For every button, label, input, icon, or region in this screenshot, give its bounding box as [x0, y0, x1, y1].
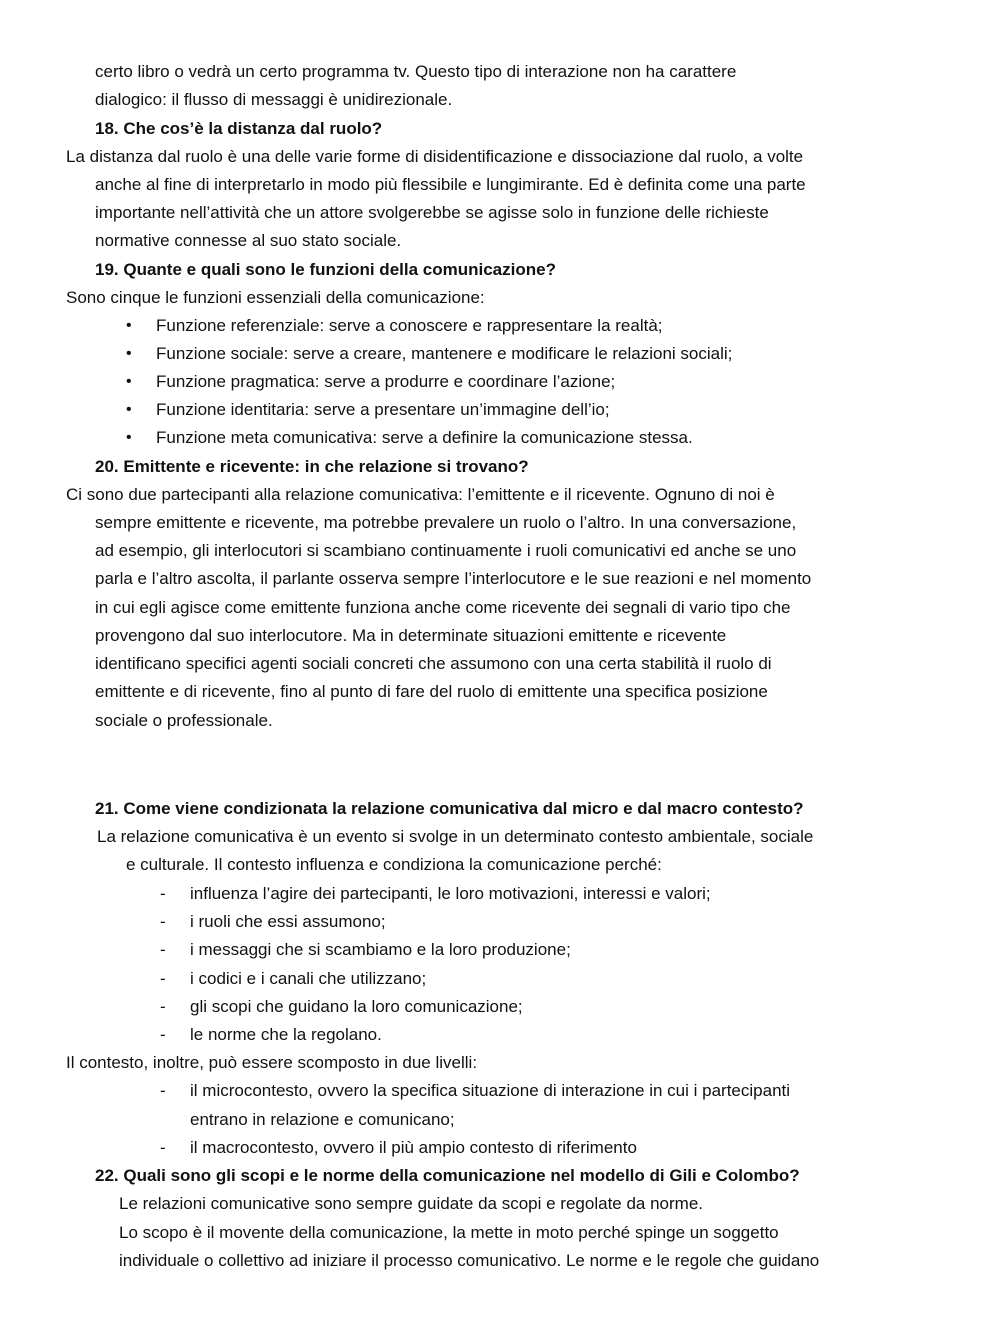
list-item: influenza l’agire dei partecipanti, le loro motivazioni, interessi e valori;	[190, 884, 711, 903]
paragraph-line: Lo scopo è il movente della comunicazione, la mette in moto perché spinge un soggetto	[119, 1223, 779, 1242]
dash-icon: -	[160, 912, 166, 931]
paragraph-line: anche al fine di interpretarlo in modo più flessibile e lungimirante. Ed è definita come una parte	[95, 175, 806, 194]
dash-icon: -	[160, 969, 166, 988]
question-heading-20: 20. Emittente e ricevente: in che relazione si trovano?	[95, 457, 529, 476]
dash-icon: -	[160, 884, 166, 903]
paragraph-line: normative connesse al suo stato sociale.	[95, 231, 402, 250]
bullet-icon: •	[126, 317, 132, 334]
list-item: le norme che la regolano.	[190, 1025, 382, 1044]
paragraph-line: Ci sono due partecipanti alla relazione comunicativa: l’emittente e il ricevente. Ognuno di noi è	[66, 485, 775, 504]
paragraph-line: individuale o collettivo ad iniziare il processo comunicativo. Le norme e le regole che guidano	[119, 1251, 820, 1270]
dash-icon: -	[160, 1025, 166, 1044]
dash-icon: -	[160, 1138, 166, 1157]
paragraph-line: sociale o professionale.	[95, 711, 273, 730]
paragraph-line: Sono cinque le funzioni essenziali della comunicazione:	[66, 288, 485, 307]
dash-icon: -	[160, 997, 166, 1016]
list-item: il macrocontesto, ovvero il più ampio contesto di riferimento	[190, 1138, 637, 1157]
bullet-icon: •	[126, 345, 132, 362]
paragraph-line: ad esempio, gli interlocutori si scambiano continuamente i ruoli comunicativi ed anche se uno	[95, 541, 797, 560]
paragraph-line: importante nell’attività che un attore svolgerebbe se agisse solo in funzione delle richieste	[95, 203, 769, 222]
paragraph-line: certo libro o vedrà un certo programma tv. Questo tipo di interazione non ha carattere	[95, 62, 737, 81]
paragraph-line: e culturale. Il contesto influenza e condiziona la comunicazione perché:	[126, 855, 662, 874]
paragraph-line: dialogico: il flusso di messaggi è unidirezionale.	[95, 90, 453, 109]
paragraph-line: Il contesto, inoltre, può essere scomposto in due livelli:	[66, 1053, 478, 1072]
paragraph-line: identificano specifici agenti sociali concreti che assumono con una certa stabilità il ruolo di	[95, 654, 772, 673]
bullet-icon: •	[126, 429, 132, 446]
list-item: Funzione identitaria: serve a presentare un’immagine dell’io;	[156, 400, 610, 419]
paragraph-line: emittente e di ricevente, fino al punto di fare del ruolo di emittente una specifica posizione	[95, 682, 768, 701]
paragraph-line: sempre emittente e ricevente, ma potrebbe prevalere un ruolo o l’altro. In una conversazione,	[95, 513, 797, 532]
list-item: i codici e i canali che utilizzano;	[190, 969, 427, 988]
bullet-icon: •	[126, 373, 132, 390]
list-item: Funzione referenziale: serve a conoscere e rappresentare la realtà;	[156, 316, 663, 335]
question-heading-21: 21. Come viene condizionata la relazione comunicativa dal micro e dal macro contesto?	[95, 799, 804, 818]
bullet-icon: •	[126, 401, 132, 418]
paragraph-line: in cui egli agisce come emittente funziona anche come ricevente dei segnali di vario tipo che	[95, 598, 791, 617]
paragraph-line: Le relazioni comunicative sono sempre guidate da scopi e regolate da norme.	[119, 1194, 704, 1213]
paragraph-line: parla e l’altro ascolta, il parlante osserva sempre l’interlocutore e le sue reazioni e nel momento	[95, 569, 812, 588]
list-item-continuation: entrano in relazione e comunicano;	[190, 1110, 455, 1129]
paragraph-line: La distanza dal ruolo è una delle varie forme di disidentificazione e dissociazione dal ruolo, a volte	[66, 147, 804, 166]
question-heading-19: 19. Quante e quali sono le funzioni della comunicazione?	[95, 260, 556, 279]
list-item: i messaggi che si scambiamo e la loro produzione;	[190, 940, 571, 959]
paragraph-line: La relazione comunicativa è un evento si svolge in un determinato contesto ambientale, sociale	[97, 827, 814, 846]
list-item: Funzione meta comunicativa: serve a definire la comunicazione stessa.	[156, 428, 693, 447]
question-heading-22: 22. Quali sono gli scopi e le norme della comunicazione nel modello di Gili e Colombo?	[95, 1166, 800, 1185]
list-item: il microcontesto, ovvero la specifica situazione di interazione in cui i partecipanti	[190, 1081, 791, 1100]
dash-icon: -	[160, 940, 166, 959]
question-heading-18: 18. Che cos’è la distanza dal ruolo?	[95, 119, 383, 138]
list-item: gli scopi che guidano la loro comunicazione;	[190, 997, 523, 1016]
list-item: Funzione pragmatica: serve a produrre e coordinare l’azione;	[156, 372, 616, 391]
dash-icon: -	[160, 1081, 166, 1100]
list-item: i ruoli che essi assumono;	[190, 912, 386, 931]
paragraph-line: provengono dal suo interlocutore. Ma in determinate situazioni emittente e ricevente	[95, 626, 727, 645]
list-item: Funzione sociale: serve a creare, mantenere e modificare le relazioni sociali;	[156, 344, 733, 363]
